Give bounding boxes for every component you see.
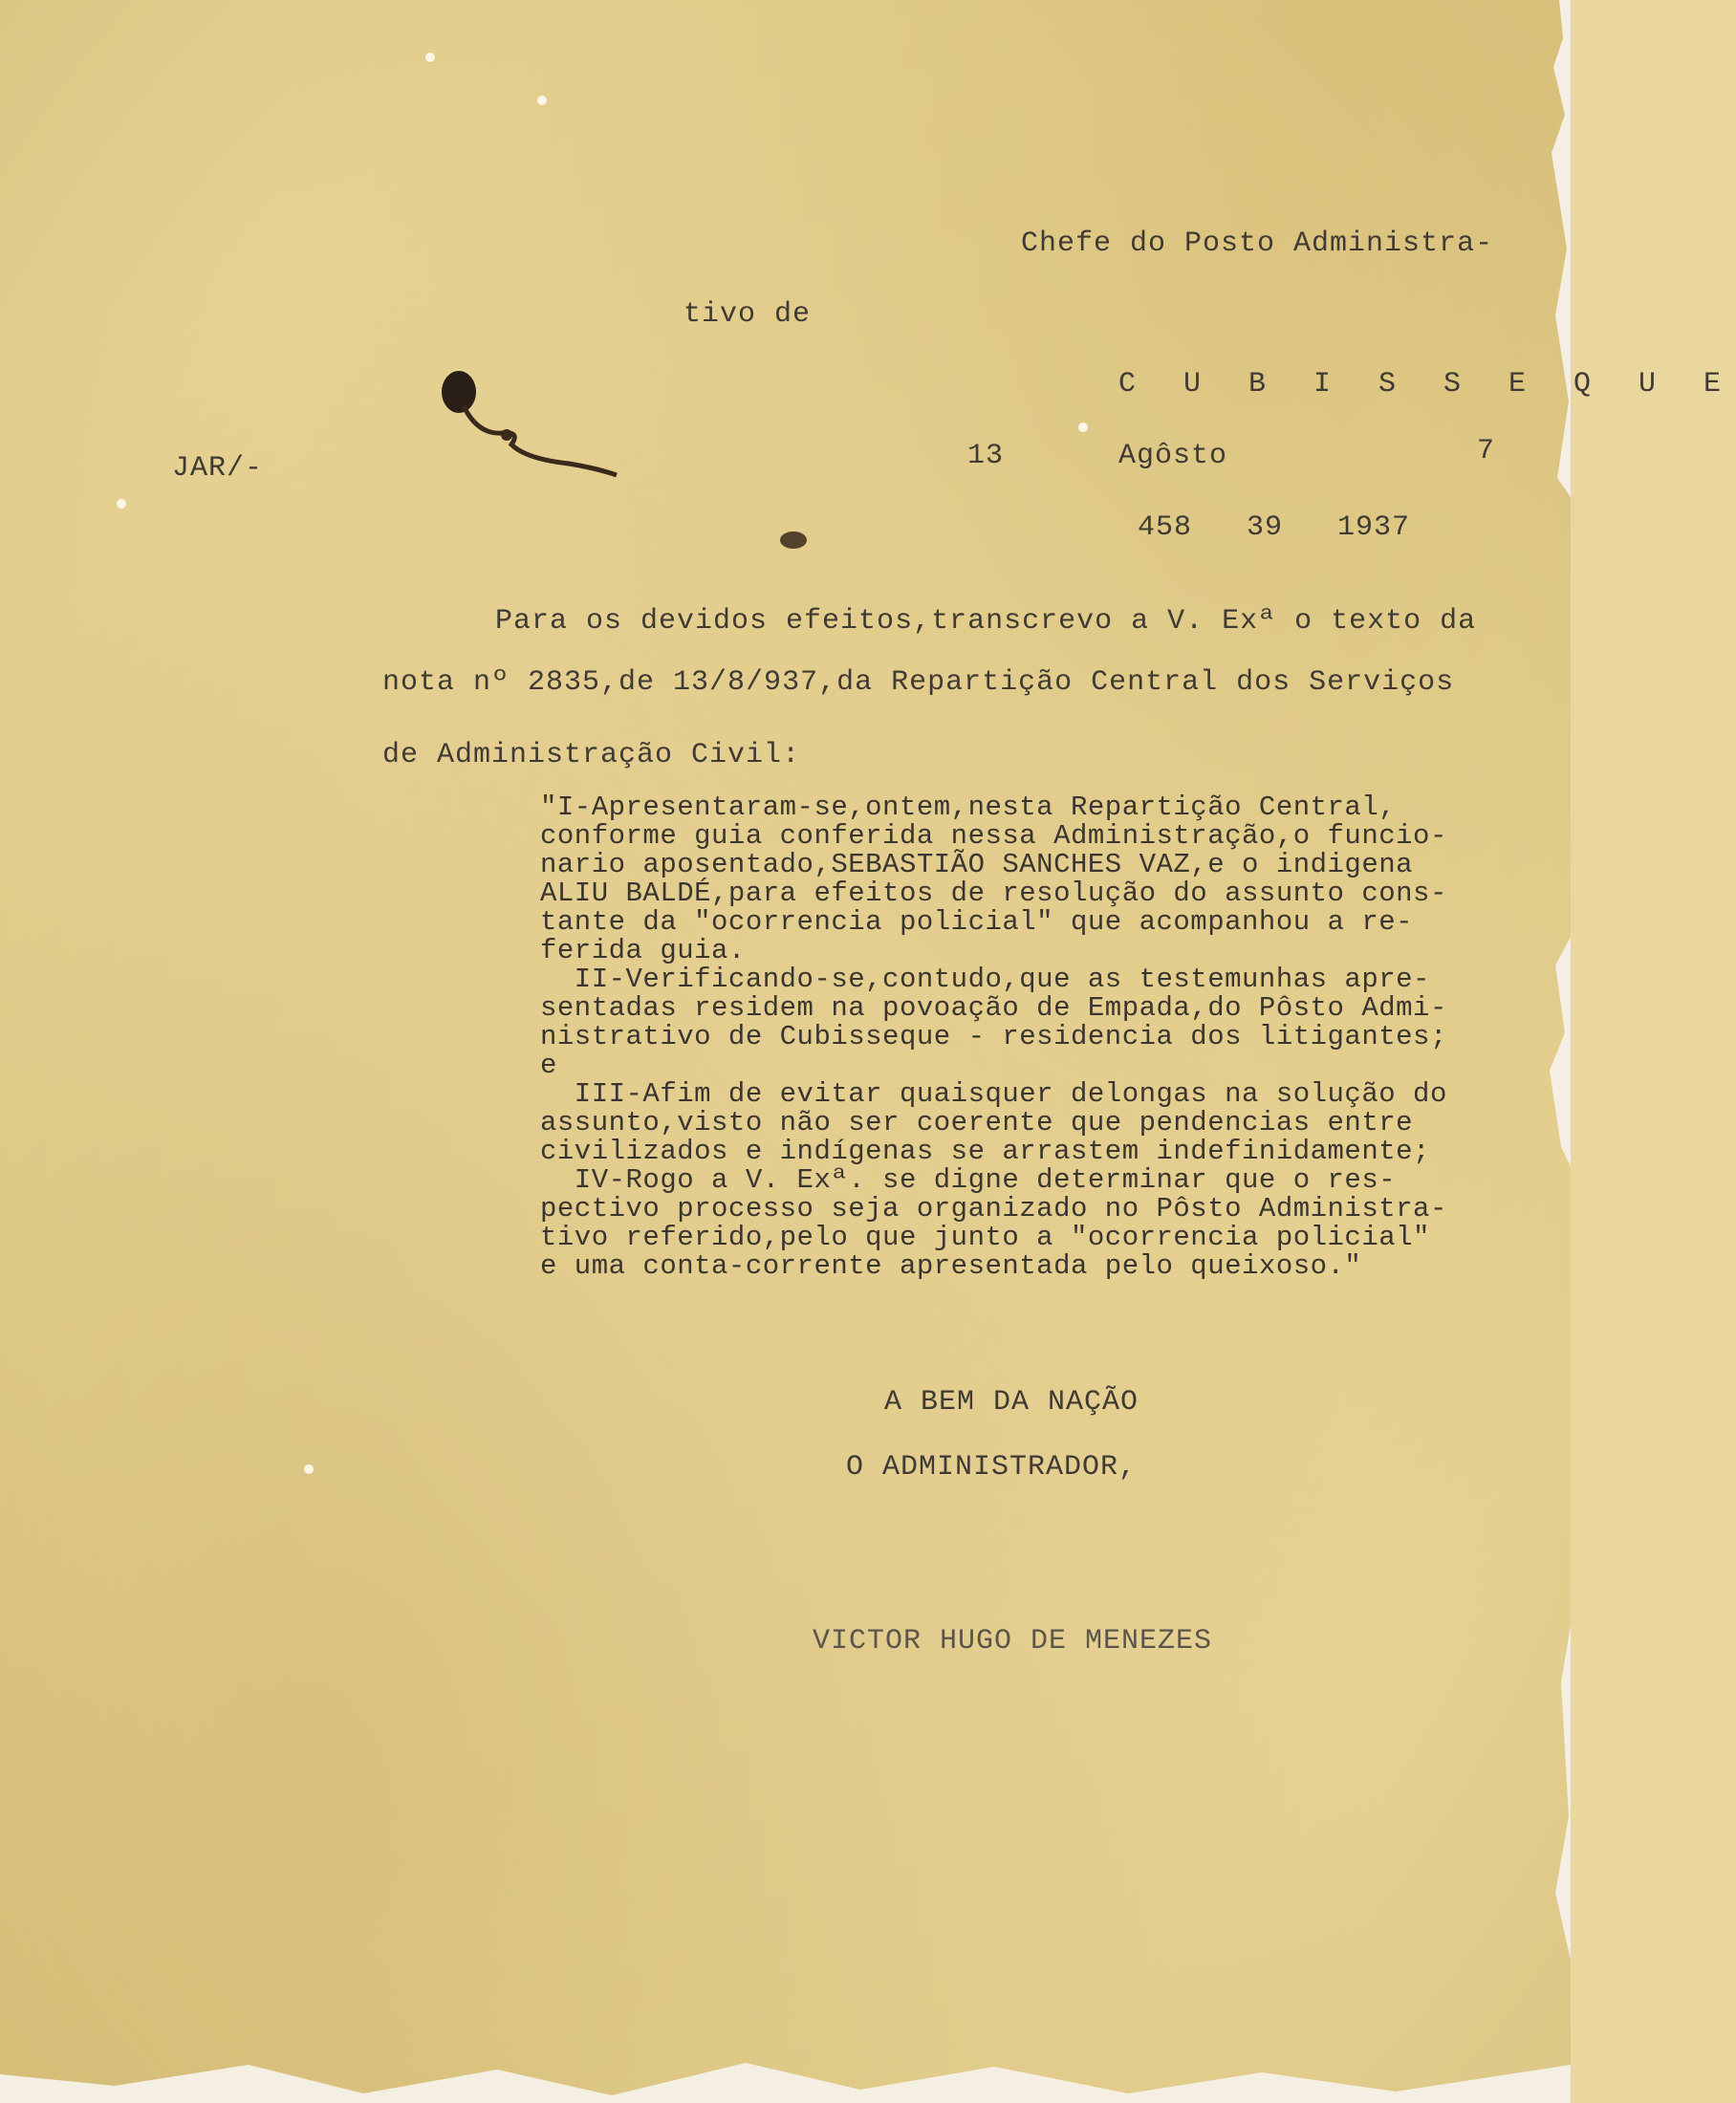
document-reference-numbers: 458 39 1937 [1138, 511, 1411, 544]
signer-title: O ADMINISTRADOR, [846, 1451, 1138, 1484]
date-month: Agôsto [1118, 440, 1228, 472]
note-line: III-Afim de evitar quaisquer delongas na solução do [540, 1078, 1447, 1110]
torn-edge-bottom [0, 2027, 1571, 2103]
paper-speck [1078, 423, 1088, 432]
note-line: assunto,visto não ser coerente que pendencias entre [540, 1107, 1414, 1138]
note-line: conforme guia conferida nessa Administração,o funcio- [540, 820, 1447, 852]
intro-line-3: de Administração Civil: [382, 739, 801, 771]
note-line: tivo referido,pelo que junto a "ocorrencia policial" [540, 1222, 1430, 1253]
note-line: e uma conta-corrente apresentada pelo queixoso." [540, 1250, 1362, 1282]
note-line: tante da "ocorrencia policial" que acompanhou a re- [540, 906, 1414, 938]
note-line: IV-Rogo a V. Exª. se digne determinar que o res- [540, 1164, 1397, 1196]
note-line: nistrativo de Cubisseque - residencia dos litigantes; [540, 1021, 1447, 1052]
note-line: II-Verificando-se,contudo,que as testemunhas apre- [540, 964, 1430, 995]
note-line: ALIU BALDÉ,para efeitos de resolução do assunto cons- [540, 878, 1447, 909]
paper-speck [117, 499, 126, 509]
signer-name: VICTOR HUGO DE MENEZES [813, 1625, 1213, 1658]
reference-code: JAR/- [172, 452, 264, 485]
note-line: pectivo processo seja organizado no Pôsto Administra- [540, 1193, 1447, 1225]
note-line: e [540, 1050, 557, 1081]
ink-smudge [774, 526, 813, 554]
date-number: 7 [1477, 435, 1496, 467]
note-line: civilizados e indígenas se arrastem indefinidamente; [540, 1136, 1430, 1167]
note-line: ferida guia. [540, 935, 746, 966]
torn-edge-right [1542, 0, 1571, 2103]
paper-speck [304, 1464, 314, 1474]
paper-speck [425, 53, 435, 62]
addressee-line-2: tivo de [684, 298, 812, 331]
transcribed-note [540, 793, 1544, 1281]
note-line: nario aposentado,SEBASTIÃO SANCHES VAZ,e o indigena [540, 849, 1414, 880]
ink-blot-stain [435, 368, 626, 492]
paper-speck [537, 96, 547, 105]
date-day: 13 [967, 440, 1005, 472]
intro-line-1: Para os devidos efeitos,transcrevo a V. Exª o texto da [495, 605, 1477, 638]
closing-salutation: A BEM DA NAÇÃO [884, 1386, 1139, 1419]
note-line: "I-Apresentaram-se,ontem,nesta Repartição Central, [540, 791, 1397, 823]
addressee-line-1: Chefe do Posto Administra- [1021, 228, 1494, 260]
note-line: sentadas residem na povoação de Empada,do Pôsto Admi- [540, 992, 1447, 1024]
addressee-place: C U B I S S E Q U E [1118, 368, 1736, 401]
intro-line-2: nota nº 2835,de 13/8/937,da Repartição Central dos Serviços [382, 666, 1455, 699]
